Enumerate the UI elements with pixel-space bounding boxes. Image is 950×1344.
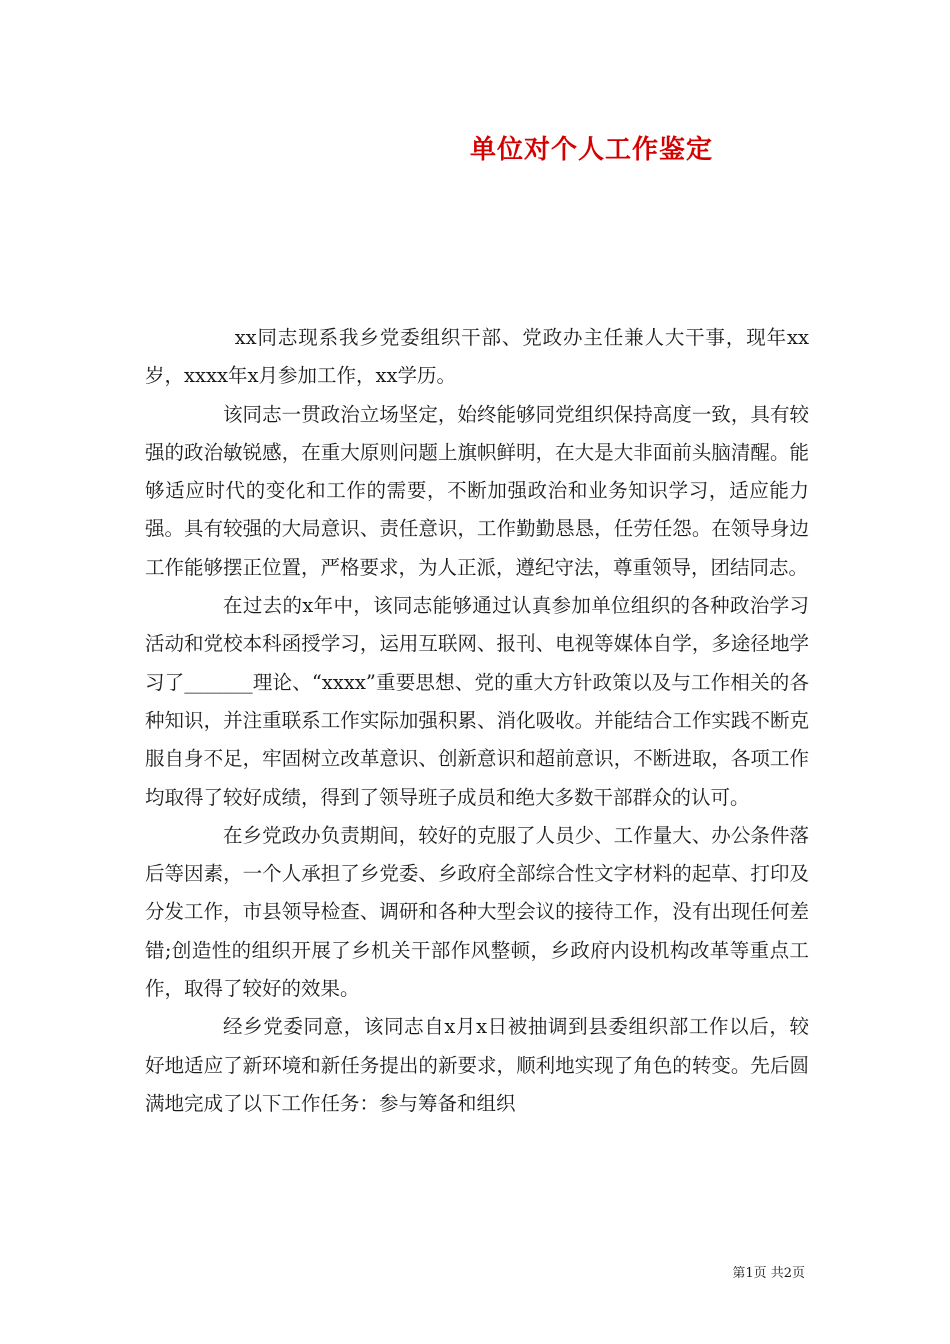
paragraph-3: 在过去的x年中，该同志能够通过认真参加单位组织的各种政治学习活动和党校本科函授学习，运用互联网、报刊、电视等媒体自学，多途径地学习了_______理论、“xxxx”重要思想、党的重大方针政策以及与工作相关的各种知识，并注重联系工作实际加强积累、消化吸收。并能结合工作实践不断克服自身不足，牢固树立改革意识、创新意识和超前意识，不断进取，各项工作均取得了较好成绩，得到了领导班子成员和绝大多数干部群众的认可。 xyxy=(145,594,809,809)
paragraph-5: 经乡党委同意，该同志自x月x日被抽调到县委组织部工作以后，较好地适应了新环境和新任务提出的新要求，顺利地实现了角色的转变。先后圆满地完成了以下工作任务：参与筹备和组织 xyxy=(145,1015,809,1115)
page-number-footer: 第1页 共2页 xyxy=(732,1266,805,1281)
document-body xyxy=(145,319,809,1123)
paragraph-2: 该同志一贯政治立场坚定，始终能够同党组织保持高度一致，具有较强的政治敏锐感，在重大原则问题上旗帜鲜明，在大是大非面前头脑清醒。能够适应时代的变化和工作的需要，不断加强政治和业务知识学习，适应能力强。具有较强的大局意识、责任意识，工作勤勤恳恳，任劳任怨。在领导身边工作能够摆正位置，严格要求，为人正派，遵纪守法，尊重领导，团结同志。 xyxy=(145,402,809,579)
paragraph-1: xx同志现系我乡党委组织干部、党政办主任兼人大干事，现年xx岁，xxxx年x月参加工作，xx学历。 xyxy=(145,326,809,388)
document-title: 单位对个人工作鉴定 xyxy=(470,135,714,165)
paragraph-4: 在乡党政办负责期间，较好的克服了人员少、工作量大、办公条件落后等因素，一个人承担了乡党委、乡政府全部综合性文字材料的起草、打印及分发工作，市县领导检查、调研和各种大型会议的接待工作，没有出现任何差错;创造性的组织开展了乡机关干部作风整顿，乡政府内设机构改革等重点工作，取得了较好的效果。 xyxy=(145,823,809,1001)
